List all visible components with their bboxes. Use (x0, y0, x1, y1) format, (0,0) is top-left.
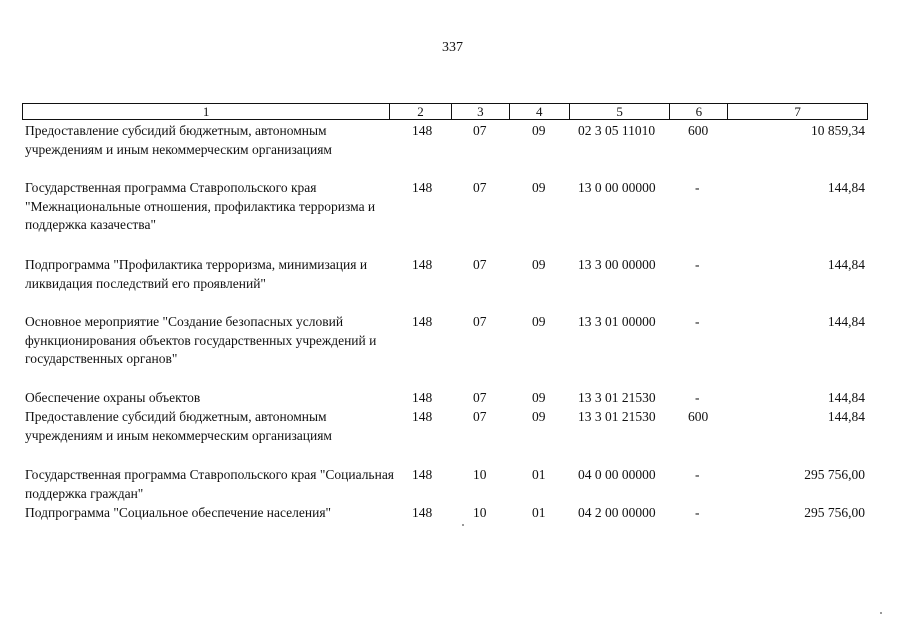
header-col-6: 6 (670, 104, 728, 119)
table-header (22, 103, 868, 120)
row-amount: 144,84 (827, 257, 865, 272)
row-code-target: 13 3 01 21530 (578, 409, 656, 424)
row-code-target: 04 2 00 00000 (578, 505, 656, 520)
row-code-section: 10 (473, 467, 487, 482)
row-code-subsection: 09 (532, 180, 546, 195)
header-col-2: 2 (390, 104, 452, 119)
row-code-expense: - (695, 505, 700, 520)
row-name: Подпрограмма "Социальное обеспечение населения" (25, 505, 332, 520)
row-name: Государственная программа Ставропольского края "Социальная поддержка граждан" (25, 467, 395, 501)
row-name: Подпрограмма "Профилактика терроризма, минимизация и ликвидация последствий его проявлений" (25, 257, 368, 291)
header-col-4: 4 (510, 104, 570, 119)
row-code-target: 02 3 05 11010 (578, 123, 656, 138)
row-code-expense: - (695, 257, 700, 272)
row-code-ministry: 148 (412, 467, 433, 482)
row-code-expense: 600 (688, 409, 709, 424)
row-code-ministry: 148 (412, 409, 433, 424)
row-code-target: 13 3 01 21530 (578, 390, 656, 405)
header-col-3: 3 (452, 104, 510, 119)
row-code-section: 07 (473, 180, 487, 195)
row-code-expense: - (695, 180, 700, 195)
header-col-5: 5 (570, 104, 671, 119)
row-code-section: 10 (473, 505, 487, 520)
row-name: Государственная программа Ставропольского края "Межнациональные отношения, профилактика терроризма и поддержка казачества" (25, 180, 376, 232)
row-code-ministry: 148 (412, 123, 433, 138)
row-code-section: 07 (473, 123, 487, 138)
row-code-subsection: 09 (532, 409, 546, 424)
row-name: Обеспечение охраны объектов (25, 390, 201, 405)
row-amount: 144,84 (827, 409, 865, 424)
row-code-ministry: 148 (412, 505, 433, 520)
row-code-section: 07 (473, 390, 487, 405)
header-col-1: 1 (23, 104, 390, 119)
row-name: Предоставление субсидий бюджетным, автономным учреждениям и иным некоммерческим организациям (25, 409, 332, 443)
row-code-ministry: 148 (412, 257, 433, 272)
row-code-subsection: 09 (532, 123, 546, 138)
row-code-subsection: 01 (532, 467, 546, 482)
row-name: Предоставление субсидий бюджетным, автономным учреждениям и иным некоммерческим организациям (25, 123, 332, 157)
row-code-target: 13 0 00 00000 (578, 180, 656, 195)
row-code-section: 07 (473, 257, 487, 272)
row-amount: 144,84 (827, 314, 865, 329)
row-code-ministry: 148 (412, 390, 433, 405)
row-code-expense: 600 (688, 123, 709, 138)
scan-speck (462, 524, 464, 526)
row-code-subsection: 09 (532, 390, 546, 405)
row-name: Основное мероприятие "Создание безопасных условий функционирования объектов государственных учреждений и государственных органов" (25, 314, 377, 366)
row-code-section: 07 (473, 409, 487, 424)
row-amount: 295 756,00 (804, 467, 865, 482)
row-amount: 144,84 (827, 180, 865, 195)
row-code-ministry: 148 (412, 314, 433, 329)
row-code-expense: - (695, 390, 700, 405)
row-code-subsection: 09 (532, 257, 546, 272)
row-code-expense: - (695, 314, 700, 329)
page-number: 337 (442, 40, 463, 55)
row-code-subsection: 01 (532, 505, 546, 520)
row-code-section: 07 (473, 314, 487, 329)
row-amount: 144,84 (827, 390, 865, 405)
row-code-subsection: 09 (532, 314, 546, 329)
row-code-expense: - (695, 467, 700, 482)
scan-speck (880, 612, 882, 614)
row-code-target: 13 3 01 00000 (578, 314, 656, 329)
row-amount: 10 859,34 (811, 123, 865, 138)
header-col-7: 7 (794, 104, 801, 119)
row-amount: 295 756,00 (804, 505, 865, 520)
row-code-target: 04 0 00 00000 (578, 467, 656, 482)
row-code-ministry: 148 (412, 180, 433, 195)
row-code-target: 13 3 00 00000 (578, 257, 656, 272)
